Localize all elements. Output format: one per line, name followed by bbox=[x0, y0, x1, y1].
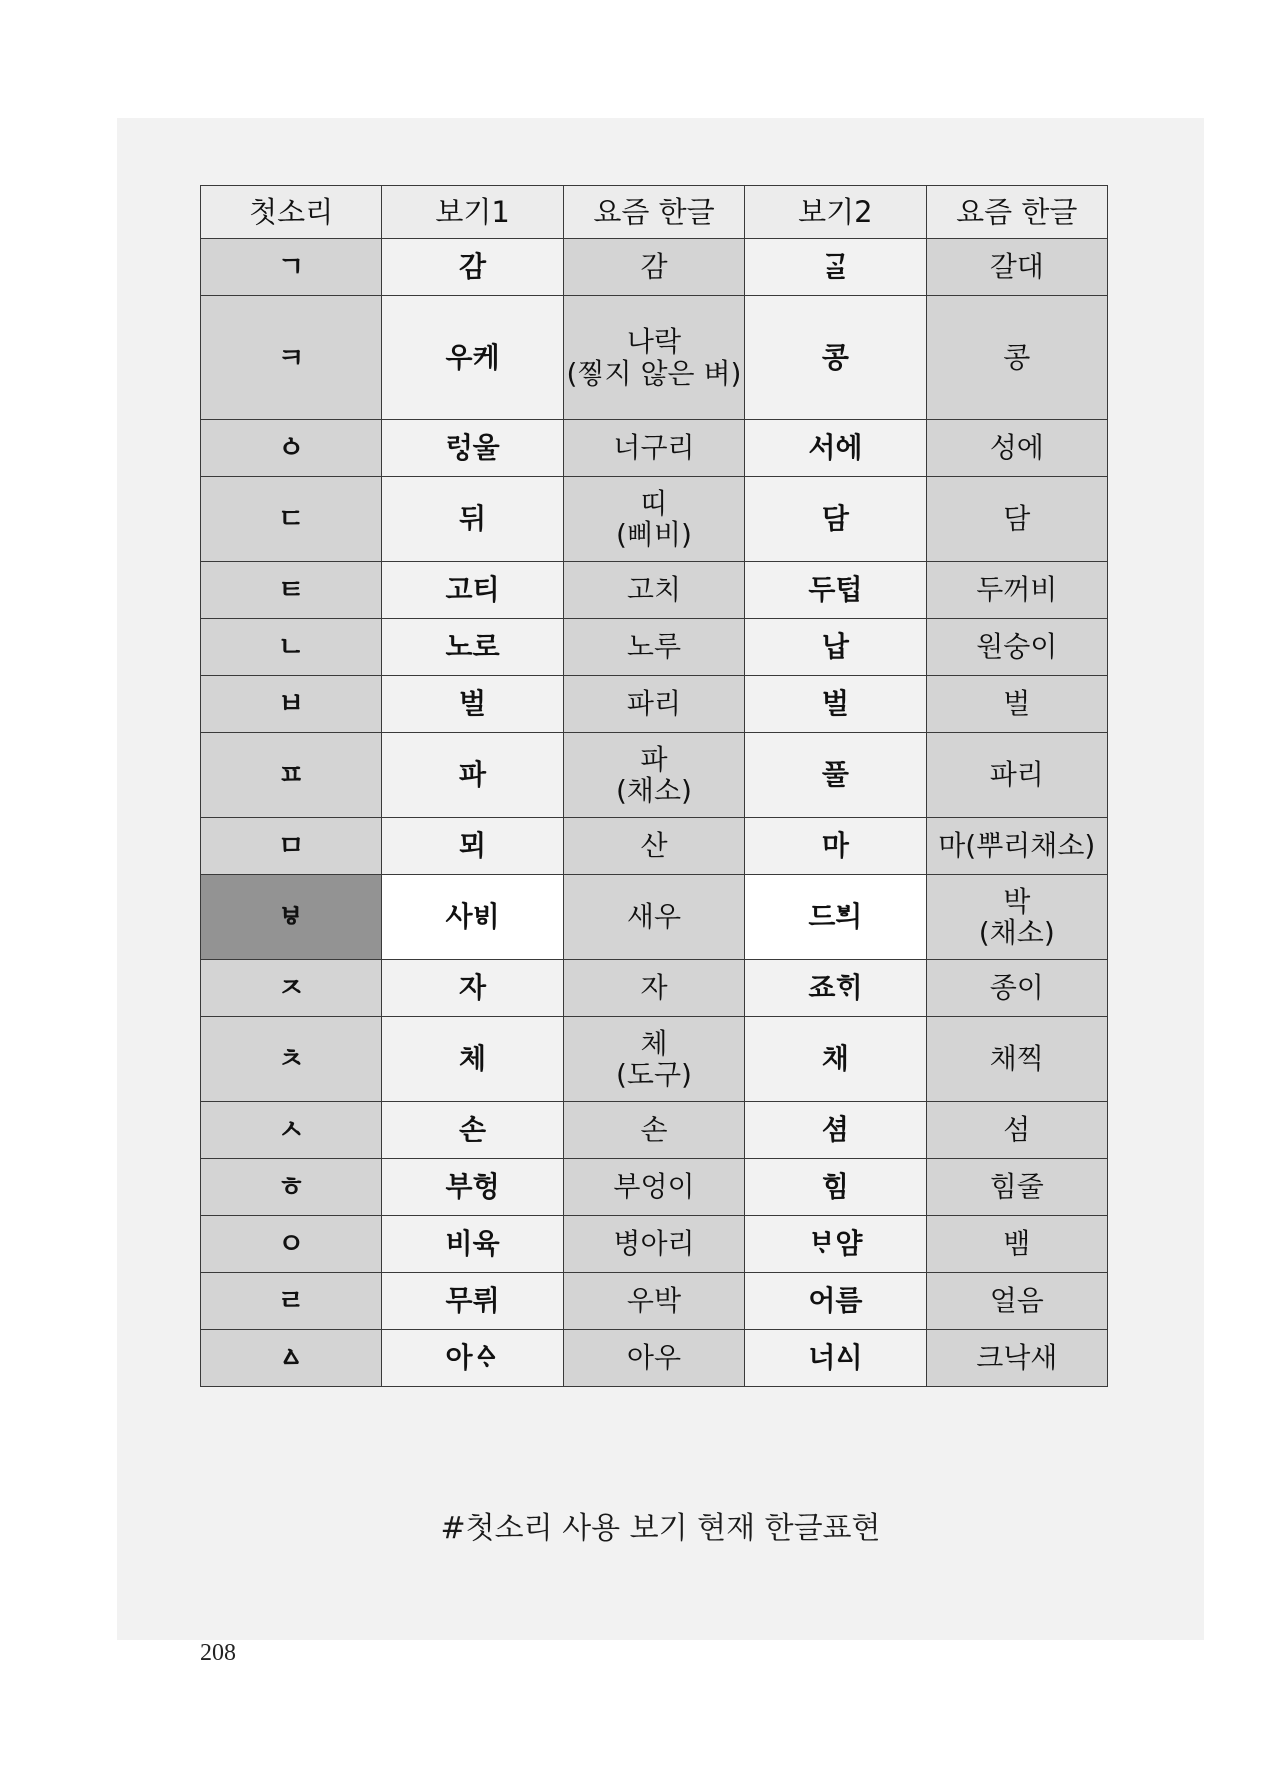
table-row bbox=[201, 960, 1108, 1017]
modern-hangul-2-cell bbox=[926, 296, 1107, 420]
example-1-cell: 러ᇰ울 bbox=[382, 420, 563, 477]
example-2-cell: 셤 bbox=[745, 1102, 926, 1159]
modern-hangul-1-cell bbox=[563, 1102, 744, 1159]
modern-hangul-2-cell-line: 힘줄 bbox=[989, 1170, 1044, 1204]
example-2-cell: 두텁 bbox=[745, 562, 926, 619]
initial-sound-table bbox=[200, 185, 1108, 1387]
modern-hangul-1-cell bbox=[563, 676, 744, 733]
initial-sound-cell: ㅎ bbox=[201, 1159, 382, 1216]
modern-hangul-1-cell bbox=[563, 296, 744, 420]
modern-hangul-1-cell bbox=[563, 1017, 744, 1102]
modern-hangul-1-cell-line: 체 bbox=[640, 1026, 668, 1060]
modern-hangul-2-cell-line: 얼음 bbox=[989, 1284, 1044, 1318]
table-row bbox=[201, 1330, 1108, 1387]
initial-sound-cell: ㅍ bbox=[201, 733, 382, 818]
modern-hangul-2-cell bbox=[926, 477, 1107, 562]
initial-sound-cell: ㅌ bbox=[201, 562, 382, 619]
example-1-cell: 뒤 bbox=[382, 477, 563, 562]
initial-sound-cell: ㅅ bbox=[201, 1102, 382, 1159]
table-row bbox=[201, 239, 1108, 296]
example-1-cell: 자 bbox=[382, 960, 563, 1017]
modern-hangul-2-cell bbox=[926, 818, 1107, 875]
initial-sound-cell: ㅋ bbox=[201, 296, 382, 420]
modern-hangul-2-cell-line: 콩 bbox=[1003, 340, 1031, 374]
example-1-cell: 우케 bbox=[382, 296, 563, 420]
table-row bbox=[201, 477, 1108, 562]
example-2-cell: 서ᅌᅦ bbox=[745, 420, 926, 477]
modern-hangul-2-cell-line: 두꺼비 bbox=[976, 573, 1058, 607]
example-2-cell: 너ᅀᅵ bbox=[745, 1330, 926, 1387]
modern-hangul-2-cell-line: 뱀 bbox=[1003, 1227, 1031, 1261]
modern-hangul-1-cell-line: 띠 bbox=[640, 486, 668, 520]
initial-sound-cell: ㅈ bbox=[201, 960, 382, 1017]
modern-hangul-1-cell bbox=[563, 239, 744, 296]
modern-hangul-1-cell-line: (삐비) bbox=[616, 518, 692, 551]
header-example-1: 보기1 bbox=[382, 186, 563, 239]
example-1-cell: 체 bbox=[382, 1017, 563, 1102]
modern-hangul-2-cell bbox=[926, 619, 1107, 676]
example-1-cell: 아ᅀᆞ bbox=[382, 1330, 563, 1387]
example-2-cell: 어름 bbox=[745, 1273, 926, 1330]
table-row bbox=[201, 875, 1108, 960]
modern-hangul-1-cell bbox=[563, 477, 744, 562]
modern-hangul-1-cell bbox=[563, 1159, 744, 1216]
initial-sound-cell: ㅸ bbox=[201, 875, 382, 960]
table-caption: #첫소리 사용 보기 현재 한글표현 bbox=[440, 1511, 881, 1546]
modern-hangul-1-cell bbox=[563, 1273, 744, 1330]
modern-hangul-2-cell-line: 종이 bbox=[989, 971, 1044, 1005]
modern-hangul-2-cell bbox=[926, 562, 1107, 619]
header-modern-hangul-2: 요즘 한글 bbox=[926, 186, 1107, 239]
initial-sound-cell: ㄴ bbox=[201, 619, 382, 676]
example-2-cell: 채 bbox=[745, 1017, 926, 1102]
modern-hangul-1-cell-line: 새우 bbox=[626, 900, 682, 934]
modern-hangul-1-cell bbox=[563, 818, 744, 875]
modern-hangul-1-cell-line: 아우 bbox=[626, 1341, 682, 1375]
example-1-cell: 무뤼 bbox=[382, 1273, 563, 1330]
modern-hangul-1-cell-line: 나락 bbox=[626, 325, 682, 359]
modern-hangul-1-cell bbox=[563, 960, 744, 1017]
example-2-cell: 힘 bbox=[745, 1159, 926, 1216]
example-1-cell: 벌 bbox=[382, 676, 563, 733]
modern-hangul-2-cell bbox=[926, 733, 1107, 818]
modern-hangul-2-cell-line: 박 bbox=[1003, 884, 1031, 918]
modern-hangul-2-cell-line: 크낙새 bbox=[976, 1341, 1058, 1375]
modern-hangul-2-cell bbox=[926, 1159, 1107, 1216]
initial-sound-cell: ㄷ bbox=[201, 477, 382, 562]
initial-sound-cell: ㄹ bbox=[201, 1273, 382, 1330]
modern-hangul-1-cell bbox=[563, 733, 744, 818]
table-row bbox=[201, 562, 1108, 619]
modern-hangul-1-cell-line: 너구리 bbox=[613, 431, 695, 465]
table-row bbox=[201, 676, 1108, 733]
header-example-2: 보기2 bbox=[745, 186, 926, 239]
example-2-cell: ᄀᆞᆯ bbox=[745, 239, 926, 296]
modern-hangul-1-cell bbox=[563, 1330, 744, 1387]
table-body bbox=[201, 239, 1108, 1387]
modern-hangul-2-cell-line: 섬 bbox=[1003, 1113, 1031, 1147]
modern-hangul-1-cell-line: 자 bbox=[640, 971, 668, 1005]
modern-hangul-1-cell bbox=[563, 562, 744, 619]
modern-hangul-2-cell bbox=[926, 420, 1107, 477]
example-1-cell: 손 bbox=[382, 1102, 563, 1159]
modern-hangul-2-cell-line: 성에 bbox=[989, 431, 1044, 465]
modern-hangul-2-cell-line: 담 bbox=[1003, 502, 1031, 536]
modern-hangul-1-cell-line: 병아리 bbox=[613, 1227, 695, 1261]
header-initial-sound: 첫소리 bbox=[201, 186, 382, 239]
table-row bbox=[201, 1273, 1108, 1330]
page-panel bbox=[117, 118, 1204, 1640]
modern-hangul-2-cell-line: 채찍 bbox=[989, 1042, 1044, 1076]
example-2-cell: 담 bbox=[745, 477, 926, 562]
modern-hangul-1-cell-line: (채소) bbox=[616, 774, 692, 807]
example-1-cell: 뫼 bbox=[382, 818, 563, 875]
modern-hangul-1-cell-line: 노루 bbox=[626, 630, 682, 664]
modern-hangul-2-cell bbox=[926, 1017, 1107, 1102]
example-2-cell: 풀 bbox=[745, 733, 926, 818]
modern-hangul-1-cell-line: 산 bbox=[640, 829, 668, 863]
modern-hangul-2-cell-line: 원숭이 bbox=[976, 630, 1058, 664]
modern-hangul-2-cell bbox=[926, 960, 1107, 1017]
modern-hangul-2-cell-line: 파리 bbox=[989, 758, 1044, 792]
modern-hangul-2-cell bbox=[926, 676, 1107, 733]
example-1-cell: 부헝 bbox=[382, 1159, 563, 1216]
modern-hangul-2-cell bbox=[926, 1330, 1107, 1387]
modern-hangul-1-cell-line: 고치 bbox=[626, 573, 682, 607]
modern-hangul-2-cell bbox=[926, 875, 1107, 960]
modern-hangul-1-cell-line: (도구) bbox=[616, 1058, 692, 1091]
modern-hangul-2-cell-line: 마(뿌리채소) bbox=[938, 829, 1096, 863]
table-row bbox=[201, 1102, 1108, 1159]
modern-hangul-1-cell-line: 손 bbox=[640, 1113, 668, 1147]
example-1-cell: 사ᄫᅵ bbox=[382, 875, 563, 960]
modern-hangul-1-cell bbox=[563, 420, 744, 477]
modern-hangul-2-cell-line: 갈대 bbox=[989, 250, 1044, 284]
table-row bbox=[201, 1216, 1108, 1273]
modern-hangul-1-cell-line: 우박 bbox=[626, 1284, 682, 1318]
example-2-cell: 마 bbox=[745, 818, 926, 875]
modern-hangul-1-cell-line: 파리 bbox=[626, 687, 682, 721]
modern-hangul-1-cell bbox=[563, 619, 744, 676]
example-1-cell: 비육 bbox=[382, 1216, 563, 1273]
modern-hangul-2-cell bbox=[926, 1273, 1107, 1330]
table-header-row bbox=[201, 186, 1108, 239]
initial-sound-cell: ㄱ bbox=[201, 239, 382, 296]
modern-hangul-1-cell bbox=[563, 1216, 744, 1273]
initial-sound-cell: ㅊ bbox=[201, 1017, 382, 1102]
header-modern-hangul-1: 요즘 한글 bbox=[563, 186, 744, 239]
example-2-cell: ᄇᆞ얌 bbox=[745, 1216, 926, 1273]
modern-hangul-2-cell-line: (채소) bbox=[978, 916, 1055, 949]
example-2-cell: 콩 bbox=[745, 296, 926, 420]
modern-hangul-1-cell bbox=[563, 875, 744, 960]
modern-hangul-2-cell bbox=[926, 239, 1107, 296]
example-1-cell: 감 bbox=[382, 239, 563, 296]
example-1-cell: 고티 bbox=[382, 562, 563, 619]
modern-hangul-1-cell-line: 부엉이 bbox=[613, 1170, 695, 1204]
modern-hangul-2-cell-line: 벌 bbox=[1003, 687, 1031, 721]
example-2-cell: 죠ᄒᆡ bbox=[745, 960, 926, 1017]
modern-hangul-2-cell bbox=[926, 1102, 1107, 1159]
initial-sound-cell: ㅇ bbox=[201, 1216, 382, 1273]
table-row bbox=[201, 1159, 1108, 1216]
modern-hangul-1-cell-line: (찧지 않은 벼) bbox=[566, 356, 742, 390]
modern-hangul-1-cell-line: 감 bbox=[640, 250, 668, 284]
example-1-cell: 파 bbox=[382, 733, 563, 818]
table-row bbox=[201, 1017, 1108, 1102]
initial-sound-cell: ㆁ bbox=[201, 420, 382, 477]
initial-sound-cell: ㅁ bbox=[201, 818, 382, 875]
example-2-cell: 벌 bbox=[745, 676, 926, 733]
modern-hangul-1-cell-line: 파 bbox=[640, 742, 668, 776]
table-row bbox=[201, 296, 1108, 420]
table-row bbox=[201, 818, 1108, 875]
page-number: 208 bbox=[200, 1640, 236, 1666]
modern-hangul-2-cell bbox=[926, 1216, 1107, 1273]
initial-sound-cell: ㅿ bbox=[201, 1330, 382, 1387]
example-2-cell: 납 bbox=[745, 619, 926, 676]
example-1-cell: 노로 bbox=[382, 619, 563, 676]
table-row bbox=[201, 420, 1108, 477]
initial-sound-cell: ㅂ bbox=[201, 676, 382, 733]
table-row bbox=[201, 733, 1108, 818]
table-row bbox=[201, 619, 1108, 676]
example-2-cell: 드ᄫᅴ bbox=[745, 875, 926, 960]
